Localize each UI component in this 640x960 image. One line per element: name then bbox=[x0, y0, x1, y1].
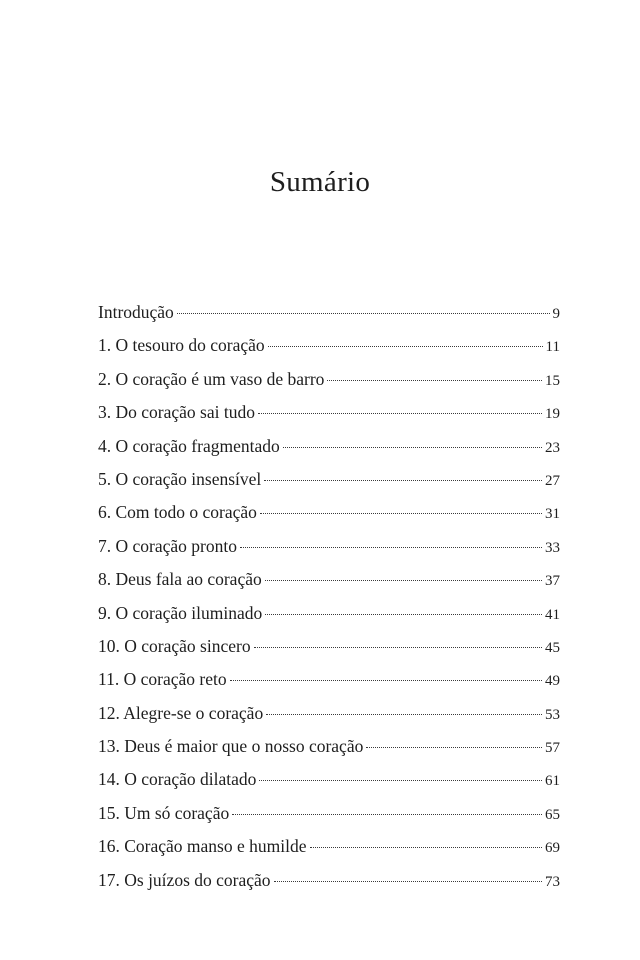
toc-entry[interactable] bbox=[98, 296, 560, 329]
toc-entry-label: 16. Coração manso e humilde bbox=[98, 836, 307, 857]
toc-entry-label: Introdução bbox=[98, 302, 174, 322]
toc-entry[interactable] bbox=[98, 530, 560, 563]
toc-entry-label: 6. Com todo o coração bbox=[98, 502, 257, 523]
toc-entry-label: 8. Deus fala ao coração bbox=[98, 569, 262, 590]
toc-entry-label: 17. Os juízos do coração bbox=[98, 869, 271, 890]
toc-entry[interactable] bbox=[98, 630, 560, 663]
toc-page-number: 11 bbox=[545, 339, 560, 356]
dot-leader bbox=[266, 714, 542, 715]
toc-entry[interactable] bbox=[98, 496, 560, 529]
dot-leader bbox=[268, 346, 543, 347]
toc-entry-label: 14. O coração dilatado bbox=[98, 769, 257, 790]
toc-page-number: 27 bbox=[545, 472, 560, 489]
dot-leader bbox=[265, 580, 542, 581]
toc-entry[interactable] bbox=[98, 763, 560, 796]
toc-entry[interactable] bbox=[98, 597, 560, 630]
toc-page-number: 45 bbox=[545, 639, 560, 656]
toc-entry[interactable] bbox=[98, 730, 560, 763]
toc-entry[interactable] bbox=[98, 363, 560, 396]
toc-entry[interactable] bbox=[98, 864, 560, 897]
toc-page-number: 31 bbox=[545, 506, 560, 523]
toc-entry[interactable] bbox=[98, 830, 560, 863]
toc-page-number: 53 bbox=[545, 706, 560, 723]
toc-page-number: 69 bbox=[545, 840, 560, 857]
toc-page-number: 9 bbox=[552, 306, 560, 322]
dot-leader bbox=[283, 447, 542, 448]
dot-leader bbox=[274, 881, 542, 882]
page-title: Sumário bbox=[269, 166, 371, 198]
toc-entry-label: 15. Um só coração bbox=[98, 802, 230, 823]
toc-page-number: 15 bbox=[545, 372, 560, 389]
toc-entry[interactable] bbox=[98, 563, 560, 596]
toc-page-number: 49 bbox=[545, 673, 560, 690]
toc-page-number: 73 bbox=[545, 873, 560, 890]
toc-entry[interactable] bbox=[98, 663, 560, 696]
toc-entry[interactable] bbox=[98, 463, 560, 496]
toc-page-number: 37 bbox=[545, 573, 560, 590]
dot-leader bbox=[259, 780, 542, 781]
toc-entry-label: 3. Do coração sai tudo bbox=[98, 402, 255, 423]
toc-entry[interactable] bbox=[98, 329, 560, 362]
dot-leader bbox=[327, 380, 542, 381]
toc-entry-label: 9. O coração iluminado bbox=[98, 602, 263, 623]
dot-leader bbox=[265, 614, 542, 615]
dot-leader bbox=[260, 513, 542, 514]
dot-leader bbox=[240, 547, 542, 548]
toc-page-number: 19 bbox=[545, 406, 560, 423]
toc-entry-label: 7. O coração pronto bbox=[98, 535, 237, 556]
toc-entry-label: 2. O coração é um vaso de barro bbox=[98, 368, 325, 389]
toc-entry[interactable] bbox=[98, 697, 560, 730]
toc-page-number: 23 bbox=[545, 439, 560, 456]
toc-page-number: 33 bbox=[545, 539, 560, 556]
dot-leader bbox=[254, 647, 542, 648]
dot-leader bbox=[258, 413, 542, 414]
toc-entry[interactable] bbox=[98, 396, 560, 429]
toc-page-number: 65 bbox=[545, 806, 560, 823]
toc-page-number: 41 bbox=[545, 606, 560, 623]
toc-page-number: 57 bbox=[545, 740, 560, 757]
toc-entry-label: 5. O coração insensível bbox=[98, 468, 262, 489]
toc-entry[interactable] bbox=[98, 430, 560, 463]
toc-entry-label: 1. O tesouro do coração bbox=[98, 335, 265, 356]
dot-leader bbox=[232, 814, 542, 815]
toc-entry-label: 13. Deus é maior que o nosso coração bbox=[98, 736, 364, 757]
dot-leader bbox=[230, 680, 542, 681]
toc-entry-label: 4. O coração fragmentado bbox=[98, 435, 280, 456]
dot-leader bbox=[264, 480, 542, 481]
toc-entry-label: 12. Alegre-se o coração bbox=[98, 702, 264, 723]
dot-leader bbox=[366, 747, 542, 748]
toc-page-number: 61 bbox=[545, 773, 560, 790]
table-of-contents bbox=[98, 296, 560, 897]
toc-entry-label: 11. O coração reto bbox=[98, 669, 227, 690]
dot-leader bbox=[310, 847, 543, 848]
toc-entry[interactable] bbox=[98, 797, 560, 830]
toc-entry-label: 10. O coração sincero bbox=[98, 635, 251, 656]
dot-leader bbox=[177, 313, 550, 314]
